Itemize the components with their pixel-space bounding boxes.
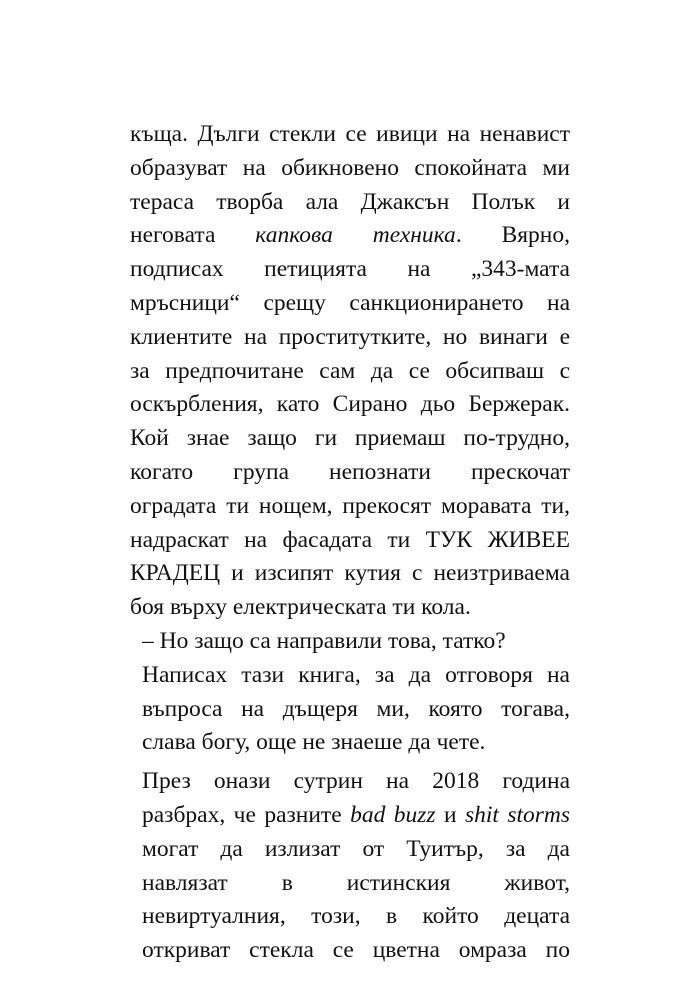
text-line [130, 152, 570, 186]
text-segment: боя върху електрическата ти кола. [130, 594, 471, 621]
text-segment: невиртуалния, този, в който децата [142, 903, 570, 930]
paragraph [130, 118, 570, 625]
text-segment: – Но защо са направили това, татко? [142, 627, 506, 654]
text-line [142, 900, 570, 934]
text-line [130, 219, 570, 253]
text-segment: и [435, 801, 465, 828]
text-segment: Кой знае защо ги приемаш по-трудно, [130, 425, 570, 452]
text-segment: когато група непознати прескочат [130, 458, 570, 485]
text-line [130, 118, 570, 152]
text-segment: надраскат на фасадата ти ТУК ЖИВЕЕ [130, 526, 570, 553]
text-segment: неговата [130, 222, 256, 249]
text-line [142, 799, 570, 833]
text-line [142, 867, 570, 901]
text-line [142, 765, 570, 799]
text-line [142, 693, 570, 727]
text-segment: слава богу, още не знаеше да чете. [142, 729, 486, 756]
text-segment: КРАДЕЦ и изсипят кутия с неизтриваема [130, 560, 570, 587]
text-segment: оградата ти нощем, прекосят моравата ти, [130, 492, 570, 519]
text-segment: подписах петицията на „343-мата [130, 256, 570, 283]
text-line [130, 355, 570, 389]
text-line [142, 934, 570, 968]
text-line [130, 557, 570, 591]
text-line [130, 490, 570, 524]
text-line [130, 524, 570, 558]
text-segment: къща. Дълги стекли се ивици на ненавист [130, 121, 570, 147]
body-text [130, 118, 570, 968]
text-line [130, 456, 570, 490]
text-segment: През онази сутрин на 2018 година [142, 768, 570, 795]
text-segment: . Вярно, [455, 222, 571, 249]
text-segment: откриват стекла се цветна омраза по [142, 937, 570, 964]
text-line [130, 321, 570, 355]
text-segment: за предпочитане сам да се обсипваш с [130, 357, 570, 384]
italic-text: shit storms [464, 801, 571, 828]
text-segment: мръсници“ срещу санкционирането на [130, 289, 570, 316]
text-segment: въпроса на дъщеря ми, която тогава, [142, 695, 570, 722]
paragraph [130, 659, 570, 760]
text-segment: Написах тази книга, за да отговоря на [142, 661, 570, 688]
text-segment: могат да излизат от Туитър, за да [142, 835, 570, 862]
text-segment: образуват на обикновено спокойната ми [130, 154, 570, 181]
text-line [130, 186, 570, 220]
italic-text: bad buzz [350, 801, 436, 828]
text-segment: навлязат в истинския живот, [142, 869, 570, 896]
text-line [142, 625, 570, 659]
text-line [130, 388, 570, 422]
text-line [130, 253, 570, 287]
paragraph [130, 625, 570, 659]
text-line [142, 659, 570, 693]
text-line [130, 591, 570, 625]
italic-text: капкова техника [255, 222, 456, 249]
text-segment: оскърбления, като Сирано дьо Бержерак. [130, 391, 570, 418]
text-line [130, 422, 570, 456]
text-line [130, 287, 570, 321]
paragraph [130, 765, 570, 968]
text-segment: клиентите на проститутките, но винаги е [130, 323, 570, 350]
text-line [142, 726, 570, 760]
text-line [142, 833, 570, 867]
text-segment: разбрах, че разните [142, 801, 351, 828]
text-segment: тераса творба ала Джаксън Полък и [130, 188, 570, 215]
